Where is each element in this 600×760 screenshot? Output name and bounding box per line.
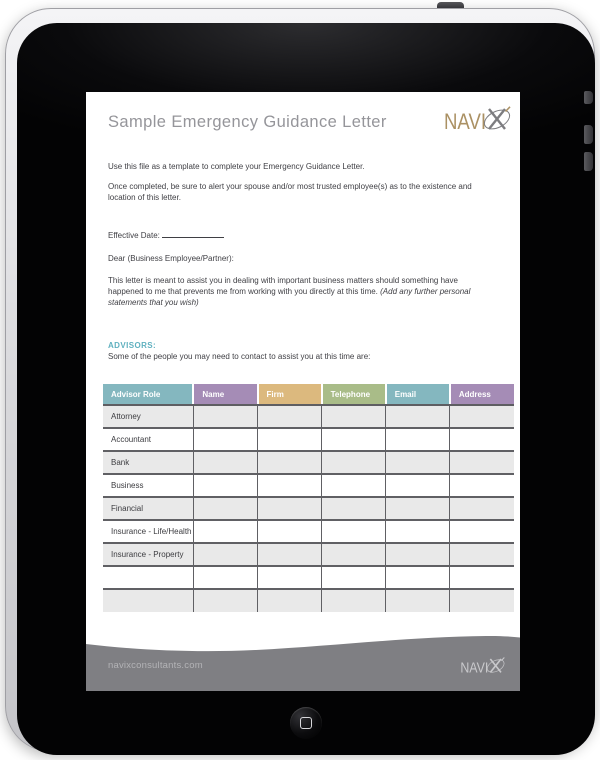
empty-cell: [258, 451, 322, 474]
empty-cell: [450, 566, 514, 589]
empty-cell: [386, 474, 450, 497]
home-button[interactable]: [290, 707, 322, 739]
empty-cell: [386, 520, 450, 543]
advisor-role-cell: Attorney: [103, 405, 193, 428]
effective-date-blank: [162, 230, 224, 238]
effective-date-line: [108, 230, 488, 242]
empty-cell: [193, 497, 257, 520]
empty-cell: [258, 543, 322, 566]
advisor-role-cell: [103, 589, 193, 612]
salutation: Dear (Business Employee/Partner):: [108, 254, 234, 264]
table-row: [103, 520, 514, 543]
empty-cell: [322, 497, 386, 520]
empty-cell: [193, 589, 257, 612]
table-row: [103, 474, 514, 497]
advisors-heading: ADVISORS:: [108, 341, 157, 351]
empty-cell: [450, 428, 514, 451]
volume-up-button[interactable]: [584, 125, 593, 144]
advisor-role-cell: Business: [103, 474, 193, 497]
empty-cell: [193, 405, 257, 428]
empty-cell: [193, 543, 257, 566]
table-body: [103, 405, 514, 612]
table-row: [103, 543, 514, 566]
empty-cell: [322, 451, 386, 474]
table-row: [103, 428, 514, 451]
empty-cell: [386, 589, 450, 612]
footer-navix-logo-x-icon: [485, 657, 506, 675]
volume-down-button[interactable]: [584, 152, 593, 171]
empty-cell: [450, 474, 514, 497]
empty-cell: [193, 451, 257, 474]
empty-cell: [386, 451, 450, 474]
empty-cell: [386, 497, 450, 520]
empty-cell: [450, 497, 514, 520]
table-row: [103, 566, 514, 589]
column-header-telephone: Telephone: [322, 384, 386, 405]
empty-cell: [386, 405, 450, 428]
empty-cell: [258, 497, 322, 520]
empty-cell: [258, 566, 322, 589]
empty-cell: [258, 589, 322, 612]
empty-cell: [258, 474, 322, 497]
empty-cell: [450, 589, 514, 612]
footer-navix-logo: [460, 657, 506, 677]
empty-cell: [258, 405, 322, 428]
advisors-table: [103, 384, 514, 612]
effective-date-label: Effective Date:: [108, 231, 160, 241]
body-note-text: (Add any further personal statements that you wish): [108, 286, 471, 307]
empty-cell: [322, 474, 386, 497]
empty-cell: [258, 428, 322, 451]
mute-switch[interactable]: [584, 91, 593, 104]
table-header-row: [103, 384, 514, 405]
advisor-role-cell: Accountant: [103, 428, 193, 451]
empty-cell: [322, 520, 386, 543]
footer-website: navixconsultants.com: [108, 660, 203, 671]
table-row: [103, 405, 514, 428]
home-button-square-icon: [300, 717, 312, 729]
empty-cell: [322, 405, 386, 428]
intro-paragraph-2: Once completed, be sure to alert your spouse and/or most trusted employee(s) as to the existence and location of this letter.: [108, 181, 472, 202]
empty-cell: [386, 566, 450, 589]
empty-cell: [322, 566, 386, 589]
empty-cell: [193, 566, 257, 589]
page-title: Sample Emergency Guidance Letter: [108, 113, 387, 131]
navix-logo-text: NAVI: [444, 109, 486, 134]
empty-cell: [386, 428, 450, 451]
body-main-text: This letter is meant to assist you in dealing with important business matters should something have happened to me that prevents me from working with you directly at this time.: [108, 275, 458, 296]
empty-cell: [193, 520, 257, 543]
empty-cell: [193, 474, 257, 497]
empty-cell: [322, 543, 386, 566]
column-header-advisor-role: Advisor Role: [103, 384, 193, 405]
empty-cell: [258, 520, 322, 543]
advisor-role-cell: Insurance - Property: [103, 543, 193, 566]
table-row: [103, 497, 514, 520]
advisors-subtext: Some of the people you may need to contact to assist you at this time are:: [108, 352, 371, 362]
body-paragraph: [108, 276, 488, 308]
empty-cell: [450, 451, 514, 474]
table-row: [103, 589, 514, 612]
tablet-frame: [5, 8, 595, 752]
document-page: [86, 92, 520, 691]
column-header-address: Address: [450, 384, 514, 405]
column-header-firm: Firm: [258, 384, 322, 405]
empty-cell: [322, 589, 386, 612]
footer-navix-logo-text: NAVI: [460, 660, 489, 677]
navix-logo: [444, 106, 512, 136]
empty-cell: [450, 543, 514, 566]
advisor-role-cell: Financial: [103, 497, 193, 520]
advisor-role-cell: [103, 566, 193, 589]
advisors-table-container: [103, 384, 514, 612]
empty-cell: [450, 520, 514, 543]
intro-paragraph-1: Use this file as a template to complete your Emergency Guidance Letter.: [108, 162, 365, 171]
empty-cell: [450, 405, 514, 428]
empty-cell: [322, 428, 386, 451]
table-row: [103, 451, 514, 474]
column-header-email: Email: [386, 384, 450, 405]
advisor-role-cell: Insurance - Life/Health: [103, 520, 193, 543]
empty-cell: [386, 543, 450, 566]
column-header-name: Name: [193, 384, 257, 405]
empty-cell: [193, 428, 257, 451]
advisor-role-cell: Bank: [103, 451, 193, 474]
